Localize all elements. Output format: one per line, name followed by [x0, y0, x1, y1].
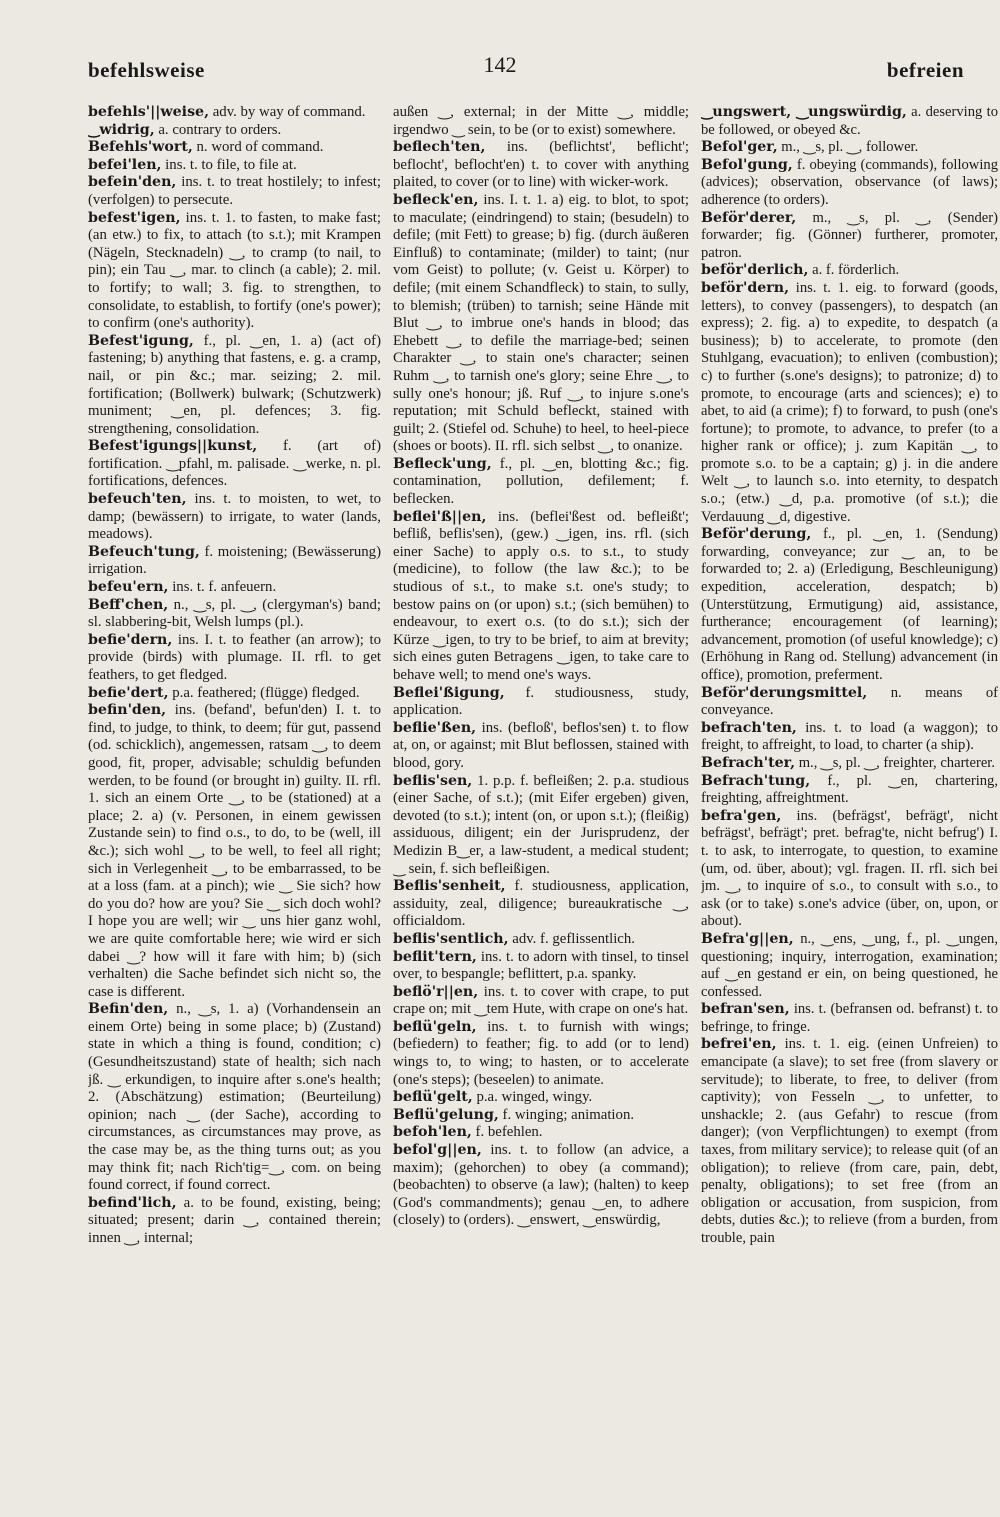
- entry-definition: ins. t. to adorn with tinsel, to tinsel over, to bespangle; beflittert, p.a. spanky.: [393, 948, 689, 983]
- entry-definition: f. befehlen.: [471, 1124, 543, 1141]
- entry-definition: f. moistening; (Bewässerung) irrigation.: [88, 543, 381, 578]
- headword: Befest'igung,: [88, 332, 194, 349]
- entry-definition: a. f. förderlich.: [808, 262, 900, 279]
- entry-definition: p.a. winged, wingy.: [472, 1089, 593, 1106]
- entry-definition: m., ‿s, pl. ‿, (Sender) forwarder; fig. (Gönner) furtherer, promoter, patron.: [701, 209, 998, 261]
- column-2: [393, 104, 689, 1508]
- headword: befeu'ern,: [88, 579, 169, 596]
- entry-definition: m., ‿s, pl. ‿, follower.: [777, 139, 919, 156]
- entry-definition: n., ‿s, 1. a) (Vorhandensein an einem Orte) being in some place; b) (Zustand) state in which a thing is found, condition; c) (Gesundheitszustand) state of health; sich nach jß. ‿ erkundigen, to inquire after s.one's health; 2. (Abschätzung) estimation; (Beurteilung) opinion; nach ‿ (der Sache), according to circumstances, as circumstances may prove, as the case may be, as the thing turns out; as you may think fit; nach Rich'tig=‿, com. on being found correct, if found correct.: [88, 1001, 381, 1194]
- entry-definition: a. to be found, existing, being; situated; present; darin ‿, contained therein; innen ‿, internal;: [88, 1194, 381, 1246]
- dictionary-entry: [393, 1019, 689, 1089]
- headword: Befol'ger,: [701, 139, 778, 156]
- dictionary-entry: [88, 174, 381, 209]
- entry-definition: f. winging; animation.: [498, 1106, 635, 1123]
- entry-definition: f., pl. ‿en, 1. (Sendung) forwarding, conveyance; zur ‿ an, to be forwarded to; 2. a) (Erledigung, Beschleunigung) expedition, acceleration, despatch; b) (Unterstützung, Ermutigung) aid, assistance, furtherance; encouragement (of learning); advancement, promotion (of useful knowledge); c) (Erhöhung in Rang od. Stellung) advancement (in office), promotion, preferment.: [701, 526, 998, 683]
- headword: Beff'chen,: [88, 596, 169, 613]
- dictionary-entry: [393, 773, 689, 879]
- headword: Befol'gung,: [701, 156, 793, 173]
- dictionary-entry: [393, 949, 689, 984]
- dictionary-entry: [701, 139, 998, 157]
- column-3: [701, 104, 998, 1508]
- headword: befol'g||en,: [393, 1142, 482, 1159]
- dictionary-entry: [393, 192, 689, 456]
- headword: beflei'ß||en,: [393, 508, 487, 525]
- entry-definition: ins. t. to moisten, to wet, to damp; (bewässern) to irrigate, to water (lands, meadows).: [88, 491, 381, 543]
- dictionary-entry: [701, 931, 998, 1001]
- headword: Beför'derer,: [701, 209, 797, 226]
- dictionary-entry: [88, 139, 381, 157]
- headword: beflü'gelt,: [393, 1089, 473, 1106]
- headword: Befrach'tung,: [701, 772, 811, 789]
- dictionary-entry: [393, 1107, 689, 1125]
- entry-definition: n., ‿ens, ‿ung, f., pl. ‿ungen, questioning; inquiry, interrogation, examination; auf ‿en gestand er ein, on being questioned, he confessed.: [701, 930, 998, 1000]
- entry-definition: ins. (beflichtst', beflicht'; beflocht', beflocht'en) t. to cover with anything plaited, to cover (or to line) with wicker-work.: [393, 139, 689, 191]
- dictionary-entry: [88, 597, 381, 632]
- dictionary-entry: [88, 491, 381, 544]
- dictionary-entry: [701, 104, 998, 139]
- dictionary-entry: [701, 755, 998, 773]
- headword: befie'dert,: [88, 684, 169, 701]
- entry-definition: f., pl. ‿en, 1. a) (act of) fastening; b) anything that fastens, e. g. a cramp, nail, or pin &c.; mar. seizing; 2. mil. fortification; (Bollwerk) bulwark; (Schutzwerk) muniment; ‿en, pl. defences; 3. fig. strengthening, consolidation.: [88, 332, 381, 437]
- entry-definition: f. studiousness, application, assiduity, zeal, diligence; bureaukratische ‿, officialdom.: [393, 878, 689, 930]
- dictionary-entry: [393, 720, 689, 773]
- dictionary-entry: [701, 157, 998, 210]
- headword: Beflü'gelung,: [393, 1106, 499, 1123]
- headword: Beför'derung,: [701, 526, 812, 543]
- entry-definition: adv. by way of command.: [209, 104, 366, 120]
- headword: beflie'ßen,: [393, 719, 477, 736]
- dictionary-entry: [88, 579, 381, 597]
- dictionary-entry: [701, 720, 998, 755]
- dictionary-entry: [88, 632, 381, 685]
- dictionary-entry: [701, 1001, 998, 1036]
- dictionary-entry: [393, 1124, 689, 1142]
- dictionary-entry: [393, 139, 689, 192]
- headword: ‿ungswert, ‿ungswürdig,: [701, 104, 907, 120]
- entry-definition: ins. t. to cover with crape, to put crape on; mit ‿tem Hute, with crape on one's hat.: [393, 983, 689, 1018]
- headword: Befleck'ung,: [393, 455, 492, 472]
- headword: ‿widrig,: [88, 121, 155, 138]
- header-left-guide-word: befehlsweise: [88, 58, 205, 82]
- entry-definition: a. contrary to orders.: [154, 121, 282, 138]
- headword: befran'sen,: [701, 1001, 790, 1018]
- entry-definition: f. (art of) fortification. ‿pfahl, m. palisade. ‿werke, n. pl. fortifications, defences.: [88, 438, 381, 490]
- dictionary-entry: [88, 685, 381, 703]
- dictionary-entry: [88, 1195, 381, 1248]
- dictionary-entry: [701, 280, 998, 526]
- headword: beflech'ten,: [393, 139, 486, 156]
- dictionary-entry: [701, 210, 998, 263]
- dictionary-entry: [88, 104, 381, 122]
- entry-definition: ins. t. to load (a waggon); to freight, to affreight, to load, to charter (a ship).: [701, 719, 998, 754]
- headword: befin'den,: [88, 702, 167, 719]
- entry-definition: ins. t. to file, to file at.: [161, 156, 297, 173]
- dictionary-entry: [88, 702, 381, 1001]
- headword: Befin'den,: [88, 1001, 169, 1018]
- headword: Befra'g||en,: [701, 930, 794, 947]
- dictionary-entry: [701, 685, 998, 720]
- headword: befie'dern,: [88, 631, 173, 648]
- entry-columns: [88, 104, 998, 1508]
- entry-definition: ins. t. f. anfeuern.: [168, 579, 277, 596]
- entry-definition: 1. p.p. f. befleißen; 2. p.a. studious (einer Sache, of s.t.); (mit Eifer ergeben) given, devoted (to s.t.); intent (on, or upon s.t.); (fleißig) assiduous, diligent; ein der Jurisprudenz, der Medizin B‿er, a law-student, a medical student; ‿ sein, f. sich befleißigen.: [393, 772, 689, 877]
- entry-definition: ins. (beflei'ßest od. befleißt'; befliß, beflis'sen), (gew.) ‿igen, ins. rfl. (sich einer Sache) to apply o.s. to s.t., to study (medicine), to follow (the law &c.); to be studious of s.t., to make s.t. one's study; to bestow pains on (or upon) s.t.; (sich bemühen) to endeavour, to exert o.s. (to do s.t.); sich der Kürze ‿igen, to try to be brief, to aim at brevity; sich eines guten Betragens ‿igen, to take care to behave well; to mend one's ways.: [393, 508, 689, 683]
- dictionary-entry: [88, 544, 381, 579]
- entry-definition: f. obeying (commands), following (advices); observation, observance (of laws); adherence (to orders).: [701, 156, 998, 208]
- dictionary-entry: [393, 931, 689, 949]
- headword: beför'dern,: [701, 279, 790, 296]
- dictionary-entry: [393, 1089, 689, 1107]
- column-1: [88, 104, 381, 1508]
- dictionary-entry: [701, 808, 998, 931]
- dictionary-entry: [393, 984, 689, 1019]
- headword: beflis'sentlich,: [393, 930, 509, 947]
- dictionary-entry: [88, 1001, 381, 1195]
- headword: beflö'r||en,: [393, 983, 479, 1000]
- headword: beflü'geln,: [393, 1018, 477, 1035]
- dictionary-entry: [393, 509, 689, 685]
- headword: befest'igen,: [88, 209, 181, 226]
- headword: Befrach'ter,: [701, 754, 796, 771]
- headword: befrach'ten,: [701, 719, 797, 736]
- headword: beför'derlich,: [701, 262, 809, 279]
- dictionary-entry: [88, 210, 381, 333]
- entry-definition: ins. (befand', befun'den) I. t. to find, to judge, to think, to deem; für gut, passend (od. schicklich), angemessen, ratsam ‿, to deem good, fit, proper, advisable; schuldig befunden werden, to be found (or brought in) guilty. II. rfl. 1. sich an einem Orte ‿, to be (stationed) at a place; 2. a) (v. Personen, in einem gewissen Zustande sein) to find o.s., to do, to be (well, ill &c.); sich wohl ‿, to be well, to feel all right; sich in Verlegenheit ‿, to be embarrassed, to be at a loss (fam. at a pinch); wie ‿ Sie sich? how do you do? how are you? Sie ‿ sich doch wohl? I hope you are well; wir ‿ uns hier ganz wohl, we are quite comfortable here; wie wird er sich dabei ‿? how will it fare with him; b) (sich verhalten) die Sache befindet sich nicht so, the case is different.: [88, 702, 381, 1000]
- entry-definition: ins. I. t. to feather (an arrow); to provide (birds) with plumage. II. rfl. to get feathers, to get fledged.: [88, 631, 381, 683]
- entry-definition: m., ‿s, pl. ‿, freighter, charterer.: [795, 754, 996, 771]
- entry-definition: ins. t. to furnish with wings; (befiedern) to feather; fig. to add (or to lend) wings to, to wing; to hasten, or to accelerate (one's steps); (beseelen) to animate.: [393, 1018, 689, 1088]
- headword: Befest'igungs||kunst,: [88, 438, 258, 455]
- headword: Beför'derungsmittel,: [701, 684, 868, 701]
- dictionary-entry: [701, 262, 998, 280]
- entry-definition: n., ‿s, pl. ‿, (clergyman's) band; sl. slabbering-bit, Welsh lumps (pl.).: [88, 596, 381, 631]
- dictionary-entry: [393, 104, 689, 139]
- dictionary-entry: [393, 1142, 689, 1230]
- page-number: 142: [483, 52, 517, 77]
- headword: beflit'tern,: [393, 948, 477, 965]
- dictionary-entry: [701, 1036, 998, 1247]
- headword: befoh'len,: [393, 1124, 472, 1141]
- dictionary-entry: [393, 456, 689, 509]
- entry-definition: ins. t. 1. to fasten, to make fast; (an etw.) to fix, to attach (to s.t.); mit Krampen (Nägeln, Stecknadeln) ‿, to cramp (to nail, to pin); ein Tau ‿, mar. to clinch (a cable); 2. mil. to fortify; to wall; 3. fig. to strengthen, to consolidate, to establish, to fortify (one's power); to confirm (one's authority).: [88, 209, 381, 332]
- headword: befra'gen,: [701, 807, 782, 824]
- dictionary-entry: [393, 878, 689, 931]
- entry-definition: f., pl. ‿en, blotting &c.; fig. contamination, pollution, defilement; f. beflecken.: [393, 455, 689, 508]
- entry-definition: ins. t. 1. eig. (einen Unfreien) to emancipate (a slave); to set free (from slavery or servitude); to liberate, to free, to deliver (from captivity); von Fesseln ‿, to unfetter, to unshackle; 2. (aus Gefahr) to rescue (from danger); (von Verpflichtungen) to exempt (from taxes, from military service); to release quit (of an obligation); to relieve (from care, pain, debt, penalty, obligations); to set free (from an obligation or accusation, from suspicion, from debts, duties &c.); to relieve (from a burden, from trouble, pain: [701, 1036, 998, 1246]
- header-right-guide-word: befreien: [886, 58, 964, 82]
- headword: befehls'||weise,: [88, 104, 210, 120]
- headword: befei'len,: [88, 156, 162, 173]
- headword: befleck'en,: [393, 191, 479, 208]
- page-header: [0, 52, 1000, 92]
- headword: Beflis'senheit,: [393, 878, 506, 895]
- dictionary-entry: [88, 438, 381, 491]
- entry-definition: ins. t. to follow (an advice, a maxim); (gehorchen) to obey (a command); (beobachten) to observe (a law); (halten) to keep (God's commandments); genau ‿en, to adhere (closely) to (orders). ‿enswert, ‿enswürdig,: [393, 1142, 689, 1229]
- entry-definition: ins. (befrägst', befrägt', nicht befrägst', befrägt'; pret. befrag'te, nicht befrug') I. t. to ask, to interrogate, to question, to examine (um, od. über, about); vgl. fragen. II. rfl. sich bei jm. ‿, to inquire of s.o., to consult with s.o., to ask (or to take) s.one's advice (über, on, upon, or about).: [701, 807, 998, 930]
- dictionary-entry: [88, 333, 381, 439]
- entry-definition: f. studiousness, study, application.: [393, 684, 689, 719]
- dictionary-entry: [393, 685, 689, 720]
- dictionary-entry: [701, 526, 998, 684]
- dictionary-entry: [88, 157, 381, 175]
- dictionary-entry: [88, 122, 381, 140]
- headword: beflis'sen,: [393, 772, 473, 789]
- headword: befrei'en,: [701, 1036, 777, 1053]
- entry-definition: ins. t. to treat hostilely; to infest; (verfolgen) to persecute.: [88, 174, 381, 208]
- entry-definition: n. means of conveyance.: [701, 684, 998, 719]
- headword: Befeuch'tung,: [88, 543, 200, 560]
- entry-definition: p.a. feathered; (flügge) fledged.: [168, 684, 360, 701]
- entry-definition: ins. t. 1. eig. to forward (goods, letters), to convey (passengers), to despatch (an express); 2. fig. a) to expedite, to despatch (a business); b) to accelerate, to promote (den Stuhlgang, evacuation); to enliven (combustion); c) to further (s.one's designs); to patronize; d) to promote, to encourage (arts and sciences); e) to abet, to aid (a crime); f) to forward, to push (one's fortune); to promote, to advance, to prefer (to a higher rank or office); j. zum Kapitän ‿, to promote s.o. to be a captain; g) j. in die andere Welt ‿, to launch s.o. into eternity, to despatch s.o.; (etw.) ‿d, p.a. promotive (of s.t.); die Verdauung ‿d, digestive.: [701, 279, 998, 525]
- entry-definition: n. word of command.: [192, 139, 324, 156]
- headword: befind'lich,: [88, 1194, 177, 1211]
- entry-definition: ins. (befloß', beflos'sen) t. to flow at, on, or against; mit Blut beflossen, stained with blood, gory.: [393, 719, 689, 771]
- entry-definition: außen ‿, external; in der Mitte ‿, middle; irgendwo ‿ sein, to be (or to exist) somewhere.: [393, 104, 689, 138]
- entry-definition: ins. t. (befransen od. befranst) t. to befringe, to fringe.: [701, 1001, 998, 1035]
- dictionary-entry: [701, 773, 998, 808]
- headword: befeuch'ten,: [88, 491, 187, 508]
- entry-definition: adv. f. geflissentlich.: [508, 930, 635, 947]
- headword: befein'den,: [88, 174, 177, 191]
- entry-definition: ins. I. t. 1. a) eig. to blot, to spot; to maculate; (eindringend) to stain; (besudeln) to defile; (mit Fett) to grease; b) fig. (durch äußeren Einfluß) to contaminate; (milder) to taint; (nur vom Geist) to pollute; (v. Geist u. Körper) to defile; (mit einem Schandfleck) to stain, to sully, to blemish; (trüben) to tarnish; seine Hände mit Blut ‿, to imbrue one's hands in blood; das Ehebett ‿, to defile the marriage-bed; seinen Charakter ‿, to stain one's character; seinen Ruhm ‿, to tarnish one's glory; seine Ehre ‿, to sully one's honour; jß. Ruf ‿, to injure s.one's reputation; mit Schuld befleckt, stained with guilt; 2. (Stiefel od. Schuhe) to heel, to heel-piece (shoes or boots). II. rfl. sich selbst ‿, to onanize.: [393, 191, 689, 455]
- headword: Befehls'wort,: [88, 139, 193, 156]
- headword: Beflei'ßigung,: [393, 684, 505, 701]
- entry-definition: f., pl. ‿en, chartering, freighting, affreightment.: [701, 772, 998, 807]
- entry-definition: a. deserving to be followed, or obeyed &c.: [701, 104, 998, 138]
